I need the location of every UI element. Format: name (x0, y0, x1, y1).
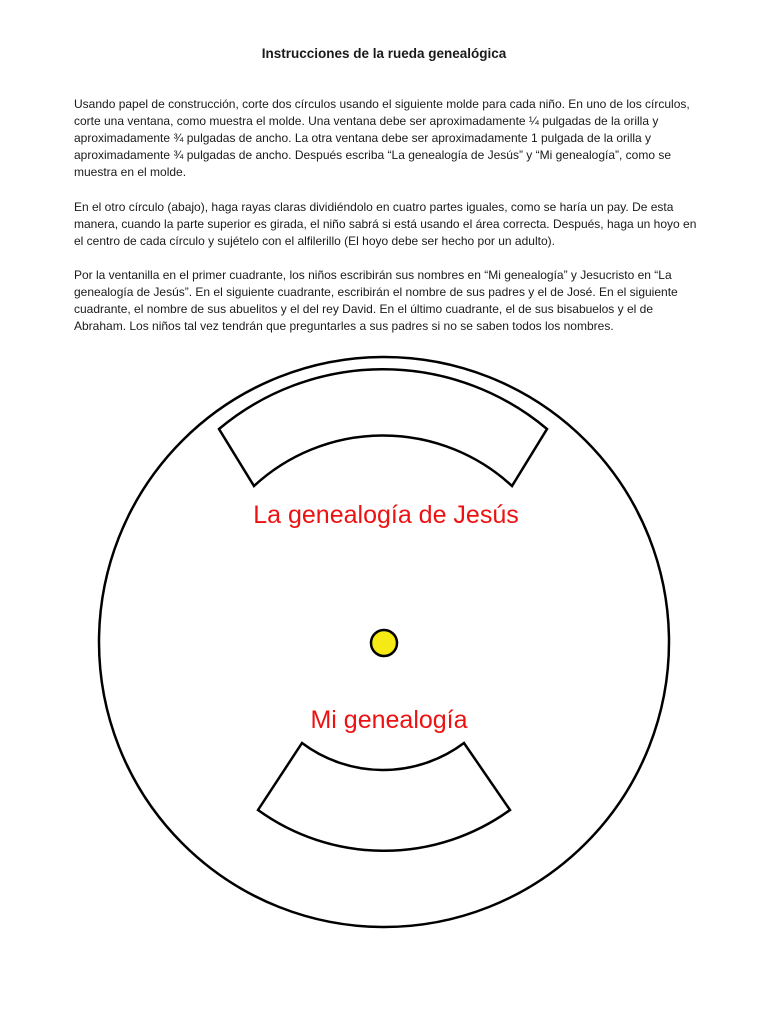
instructions-paragraph-2: En el otro círculo (abajo), haga rayas claras dividiéndolo en cuatro partes iguales, como se haría un pay. De esta manera, cuando la parte superior es girada, el niño sabrá si está usando el área correcta. Después, haga un hoyo en el centro de cada círculo y sujételo con el alfilerillo (El hoyo debe ser hecho por un adulto). (74, 200, 697, 248)
top-window (219, 369, 547, 486)
bottom-label: Mi genealogía (310, 706, 468, 734)
document-title: Instrucciones de la rueda genealógica (261, 46, 507, 61)
center-pin (371, 630, 397, 656)
instructions-paragraph-1: Usando papel de construcción, corte dos círculos usando el siguiente molde para cada niño. En uno de los círculos, corte una ventana, como muestra el molde. Una ventana debe ser aproximadamente ¼ pulgadas de la orilla y aproximadamente ¾ pulgadas de ancho. La otra ventana debe ser aproximadamente 1 pulgada de la orilla y aproximadamente ¾ pulgadas de ancho. Después escriba “La genealogía de Jesús” y “Mi genealogía”, como se muestra en el molde. (74, 97, 690, 179)
top-label: La genealogía de Jesús (253, 501, 519, 529)
bottom-window (258, 743, 510, 851)
instructions-paragraph-3: Por la ventanilla en el primer cuadrante, los niños escribirán sus nombres en “Mi genealogía” y Jesucristo en “La genealogía de Jesús”. En el siguiente cuadrante, escribirán el nombre de sus padres y el de José. En el siguiente cuadrante, el nombre de sus abuelitos y el del rey David. En el último cuadrante, el de sus bisabuelos y el de Abraham. Los niños tal vez tendrán que preguntarles a sus padres si no se saben todos los nombres. (74, 268, 678, 333)
